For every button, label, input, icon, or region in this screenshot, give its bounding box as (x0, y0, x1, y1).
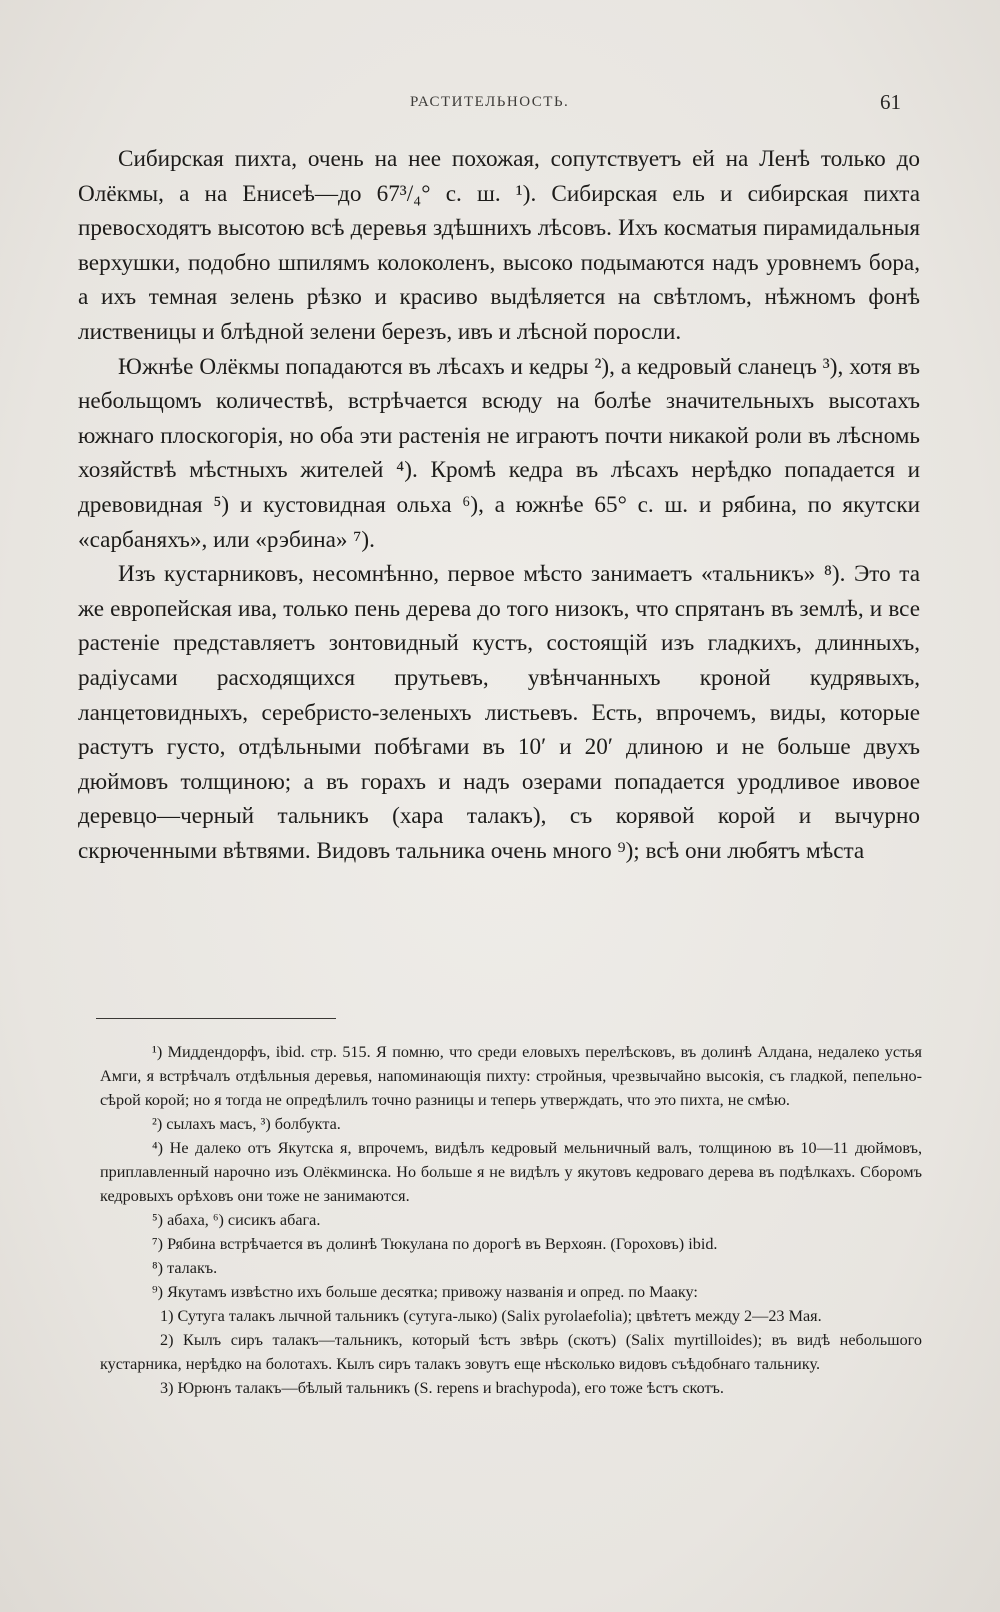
footnote-1: ¹) Миддендорфъ, ibid. стр. 515. Я помню, что среди еловыхъ перелѣсковъ, въ долинѣ Алдана, недалеко устья Амги, я встрѣчалъ отдѣльныя деревья, напоминающія пихту: стройныя, чрезвычайно высокія, съ гладкой, пепельно-сѣрой корой; но я тогда не опредѣлилъ точно разницы и теперь утверждать, что это пихта, не смѣю. (100, 1043, 922, 1109)
paragraph-1: Сибирская пихта, очень на нее похожая, сопутствуетъ ей на Ленѣ только до Олёкмы, а на Енисеѣ—до 67³/₄° с. ш. ¹). Сибирская ель и сибирская пихта превосходятъ высотою всѣ деревья здѣшнихъ лѣсовъ. Ихъ косматыя пирамидальныя верхушки, подобно шпилямъ колоколенъ, высоко подымаются надъ уровнемъ бора, а ихъ темная зелень рѣзко и красиво выдѣляется на свѣтломъ, нѣжномъ фонѣ лиственицы и блѣдной зелени березъ, ивъ и лѣсной поросли. (78, 146, 920, 345)
footnote-5-6: ⁵) абаха, ⁶) сисикъ абага. (152, 1211, 321, 1229)
footnote-9: ⁹) Якутамъ извѣстно ихъ больше десятка; привожу названія и опред. по Мааку: (152, 1283, 698, 1301)
footnote-7: ⁷) Рябина встрѣчается въ долинѣ Тюкулана по дорогѣ въ Верхоян. (Гороховъ) ibid. (152, 1235, 718, 1253)
footnote-9-item-3: 3) Юрюнъ талакъ—бѣлый тальникъ (S. repens и brachypoda), его тоже ѣстъ скотъ. (160, 1379, 724, 1397)
paragraph-3: Изъ кустарниковъ, несомнѣнно, первое мѣсто занимаетъ «тальникъ» ⁸). Это та же европейская ива, только пень дерева до того низокъ, что спрятанъ въ землѣ, и все растеніе представляетъ зонтовидный кустъ, состоящій изъ гладкихъ, длинныхъ, радіусами расходящихся прутьевъ, увѣнчанныхъ кроной кудрявыхъ, ланцетовидныхъ, серебристо-зеленыхъ листьевъ. Есть, впрочемъ, виды, которые растутъ густо, отдѣльными побѣгами въ 10′ и 20′ длиною и не больше двухъ дюймовъ толщиною; а въ горахъ и надъ озерами попадается уродливое ивовое деревцо—черный тальникъ (хара талакъ), съ корявой корой и вычурно скрюченными вѣтвями. Видовъ тальника очень много ⁹); всѣ они любятъ мѣста (78, 561, 920, 864)
page-header (0, 88, 1000, 118)
footnote-8: ⁸) талакъ. (152, 1259, 218, 1277)
footnote-2-3: ²) сылахъ масъ, ³) болбукта. (152, 1115, 341, 1133)
footnote-4: ⁴) Не далеко отъ Якутска я, впрочемъ, видѣлъ кедровый мельничный валъ, толщиною въ 10—11 дюймовъ, приплавленный нарочно изъ Олёкминска. Но больше я не видѣлъ у якутовъ кедроваго дерева въ подѣлкахъ. Сборомъ кедровыхъ орѣховъ они тоже не занимаются. (100, 1139, 922, 1205)
main-text (78, 142, 920, 868)
footnote-separator (96, 1018, 336, 1019)
footnote-9-item-2: 2) Кылъ сиръ талакъ—тальникъ, который ѣстъ звѣрь (скотъ) (Salix myrtilloides); въ видѣ небольшого кустарника, нерѣдко на болотахъ. Кылъ сиръ талакъ зовутъ еще нѣсколько видовъ съѣдобнаго тальнику. (100, 1331, 922, 1373)
running-title: РАСТИТЕЛЬНОСТЬ. (410, 94, 570, 110)
footnotes (100, 1040, 922, 1400)
footnote-9-item-1: 1) Сутуга талакъ лычной тальникъ (сутуга-лыко) (Salix pyrolaefolia); цвѣтетъ между 2—23 Мая. (160, 1307, 822, 1325)
paragraph-2: Южнѣе Олёкмы попадаются въ лѣсахъ и кедры ²), а кедровый сланецъ ³), хотя въ небольщомъ количествѣ, встрѣчается всюду на болѣе значительныхъ высотахъ южнаго плоскогорія, но оба эти растенія не играютъ почти никакой роли въ лѣсномь хозяйствѣ мѣстныхъ жителей ⁴). Кромѣ кедра въ лѣсахъ нерѣдко попадается и древовидная ⁵) и кустовидная ольха ⁶), а южнѣе 65° с. ш. и рябина, по якутски «сарбаняхъ», или «рэбина» ⁷). (78, 353, 920, 553)
page-number: 61 (880, 90, 901, 114)
